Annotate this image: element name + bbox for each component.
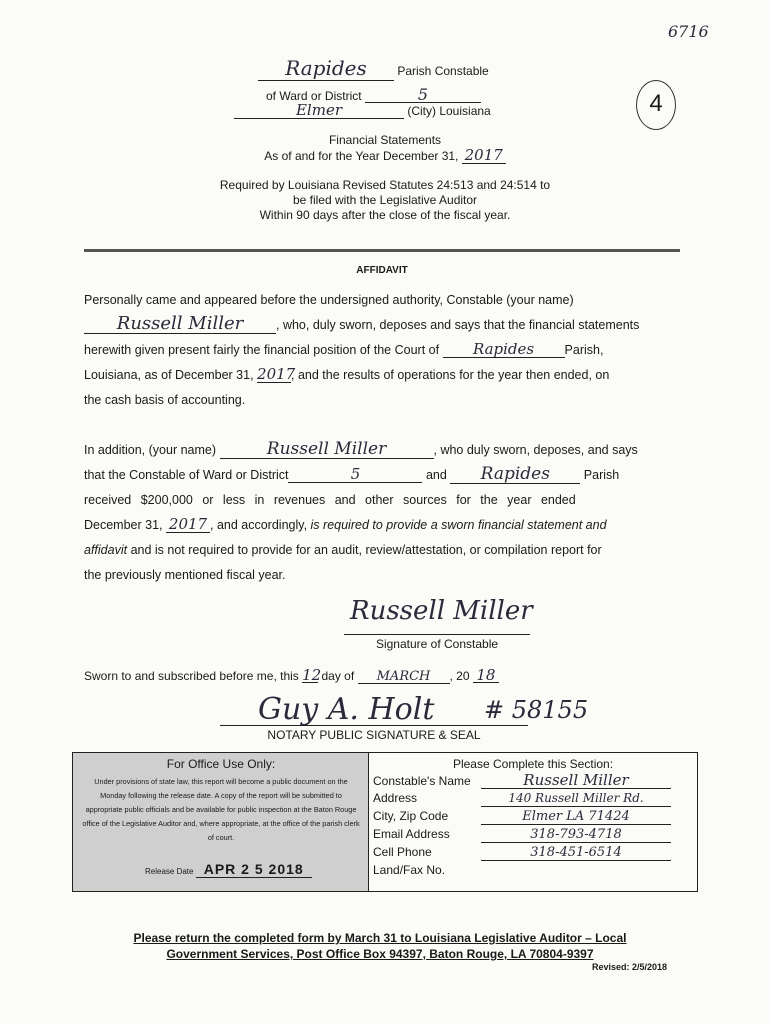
p2-line4-rest: , and accordingly, bbox=[210, 518, 308, 532]
req-line2: be filed with the Legislative Auditor bbox=[292, 193, 478, 207]
release-date-label: Release Date bbox=[145, 867, 194, 876]
constable-signature-label: Signature of Constable bbox=[344, 634, 530, 651]
sworn-line bbox=[84, 668, 499, 684]
complete-section-title: Please Complete this Section: bbox=[452, 757, 614, 771]
p1-line1: Personally came and appeared before the undersigned authority, Constable (your name) bbox=[84, 293, 574, 307]
divider bbox=[84, 249, 680, 252]
p2-line1 bbox=[84, 438, 684, 463]
city-label: (City) Louisiana bbox=[407, 104, 491, 118]
year-field: 2017 bbox=[462, 148, 506, 164]
row-value: Russell Miller bbox=[481, 773, 671, 789]
row-value: 318-451-6514 bbox=[481, 845, 671, 861]
p1-year-field: 2017 bbox=[257, 365, 296, 383]
city-field: Elmer bbox=[234, 103, 404, 119]
office-use-box bbox=[72, 752, 370, 892]
row-label: Email Address bbox=[373, 827, 450, 841]
return-line1: Please return the completed form by March 31 to Louisiana Legislative Auditor – Local bbox=[133, 931, 627, 945]
title-line2 bbox=[160, 148, 610, 164]
sworn-text: Sworn to and subscribed before me, this bbox=[84, 669, 299, 683]
release-date-row bbox=[145, 861, 312, 878]
p2-line4-italic: is required to provide a sworn financial statement and bbox=[310, 518, 607, 532]
p1-line4-text: Louisiana, as of December 31, bbox=[84, 368, 254, 382]
p2-line5-text: and is not required to provide for an audit, review/attestation, or compilation report for bbox=[130, 543, 602, 557]
p1-line2 bbox=[84, 313, 684, 338]
row-city-zip bbox=[373, 809, 671, 827]
row-label: Constable's Name bbox=[373, 774, 471, 788]
release-date-stamp: APR 2 5 2018 bbox=[196, 861, 312, 878]
parish-field: Rapides bbox=[258, 56, 394, 81]
affidavit-paragraph-1 bbox=[84, 288, 684, 413]
city-line bbox=[234, 103, 491, 119]
p1-line2-text: , who, duly sworn, deposes and says that the financial statements bbox=[276, 318, 640, 332]
office-use-title: For Office Use Only: bbox=[166, 757, 276, 771]
ward-field: 5 bbox=[365, 88, 481, 103]
requirement-block bbox=[110, 178, 660, 223]
sworn-month-field: MARCH bbox=[358, 670, 450, 684]
p2-parish-field: Rapides bbox=[450, 466, 580, 484]
row-value: 318-793-4718 bbox=[481, 827, 671, 843]
complete-section-rows bbox=[373, 773, 671, 881]
p2-ward-field: 5 bbox=[288, 467, 422, 483]
p1-line5: the cash basis of accounting. bbox=[84, 393, 246, 407]
row-label: City, Zip Code bbox=[373, 809, 449, 823]
row-value: 140 Russell Miller Rd. bbox=[481, 791, 671, 807]
p2-line4 bbox=[84, 513, 684, 538]
p1-court-field: Rapides bbox=[443, 342, 565, 358]
header-block bbox=[258, 56, 558, 82]
p2-year-field: 2017 bbox=[166, 517, 210, 533]
complete-section-box bbox=[368, 752, 698, 892]
row-fax bbox=[373, 863, 671, 881]
p1-name-field: Russell Miller bbox=[84, 315, 276, 334]
notary-id: # 58155 bbox=[484, 696, 589, 724]
row-constable-name bbox=[373, 773, 671, 791]
p2-line4-text: December 31, bbox=[84, 518, 163, 532]
p1-line4-rest: , and the results of operations for the year then ended, on bbox=[291, 368, 610, 382]
row-address bbox=[373, 791, 671, 809]
title-line2-text: As of and for the Year December 31, bbox=[264, 149, 459, 163]
title-line1: Financial Statements bbox=[328, 133, 442, 147]
p2-line3: received $200,000 or less in revenues and other sources for the year ended bbox=[84, 493, 576, 507]
p2-line2 bbox=[84, 463, 684, 488]
row-label: Cell Phone bbox=[373, 845, 432, 859]
row-cell-phone bbox=[373, 845, 671, 863]
ward-label: of Ward or District bbox=[266, 89, 362, 103]
office-use-text: Under provisions of state law, this report will become a public document on the Monday following the release date. A copy of the report will be submitted to appropriate public officials and be available for public inspection at the Baton Rouge office of the Legislative Auditor and, where appropriate, at the office of the parish clerk of court. bbox=[82, 777, 360, 842]
affidavit-paragraph-2 bbox=[84, 438, 684, 588]
p1-line4 bbox=[84, 363, 684, 388]
constable-signature: Russell Miller bbox=[350, 596, 533, 626]
p2-line1-text: In addition, (your name) bbox=[84, 443, 217, 457]
p1-line3-text: herewith given present fairly the financial position of the Court of bbox=[84, 343, 440, 357]
notary-signature: Guy A. Holt bbox=[258, 692, 435, 727]
row-email bbox=[373, 827, 671, 845]
row-label: Address bbox=[373, 791, 418, 805]
p2-parish-text: Parish bbox=[583, 468, 620, 482]
p2-line1-rest: , who duly sworn, deposes, and says bbox=[433, 443, 638, 457]
p2-line2-text: that the Constable of Ward or District bbox=[84, 468, 289, 482]
sworn-year-field: 18 bbox=[473, 668, 499, 683]
row-value: Elmer LA 71424 bbox=[481, 809, 671, 825]
p1-line3 bbox=[84, 338, 684, 363]
return-line2: Government Services, Post Office Box 94397, Baton Rouge, LA 70804-9397 bbox=[166, 947, 594, 961]
p2-and-text: and bbox=[425, 468, 447, 482]
parish-label: Parish Constable bbox=[397, 64, 489, 78]
req-line3: Within 90 days after the close of the fiscal year. bbox=[259, 208, 511, 222]
notary-label: NOTARY PUBLIC SIGNATURE & SEAL bbox=[220, 725, 528, 742]
circled-number: 4 bbox=[636, 80, 676, 130]
return-instructions bbox=[70, 930, 690, 962]
sworn-year-text: , 20 bbox=[449, 669, 470, 683]
p2-line6: the previously mentioned fiscal year. bbox=[84, 568, 286, 582]
p2-name-field: Russell Miller bbox=[220, 441, 434, 459]
revised-date: Revised: 2/5/2018 bbox=[592, 962, 668, 972]
title-block bbox=[160, 133, 610, 164]
p2-line5 bbox=[84, 538, 684, 563]
p1-parish-text: Parish, bbox=[564, 343, 604, 357]
sworn-dayof-text: day of bbox=[321, 669, 355, 683]
req-line1: Required by Louisiana Revised Statutes 24:513 and 24:514 to bbox=[219, 178, 551, 192]
row-label: Land/Fax No. bbox=[373, 863, 446, 877]
sworn-day-field: 12 bbox=[302, 666, 322, 684]
corner-mark: 6716 bbox=[668, 22, 709, 41]
affidavit-heading: AFFIDAVIT bbox=[356, 265, 408, 276]
p2-line5-italic: affidavit bbox=[84, 543, 128, 557]
